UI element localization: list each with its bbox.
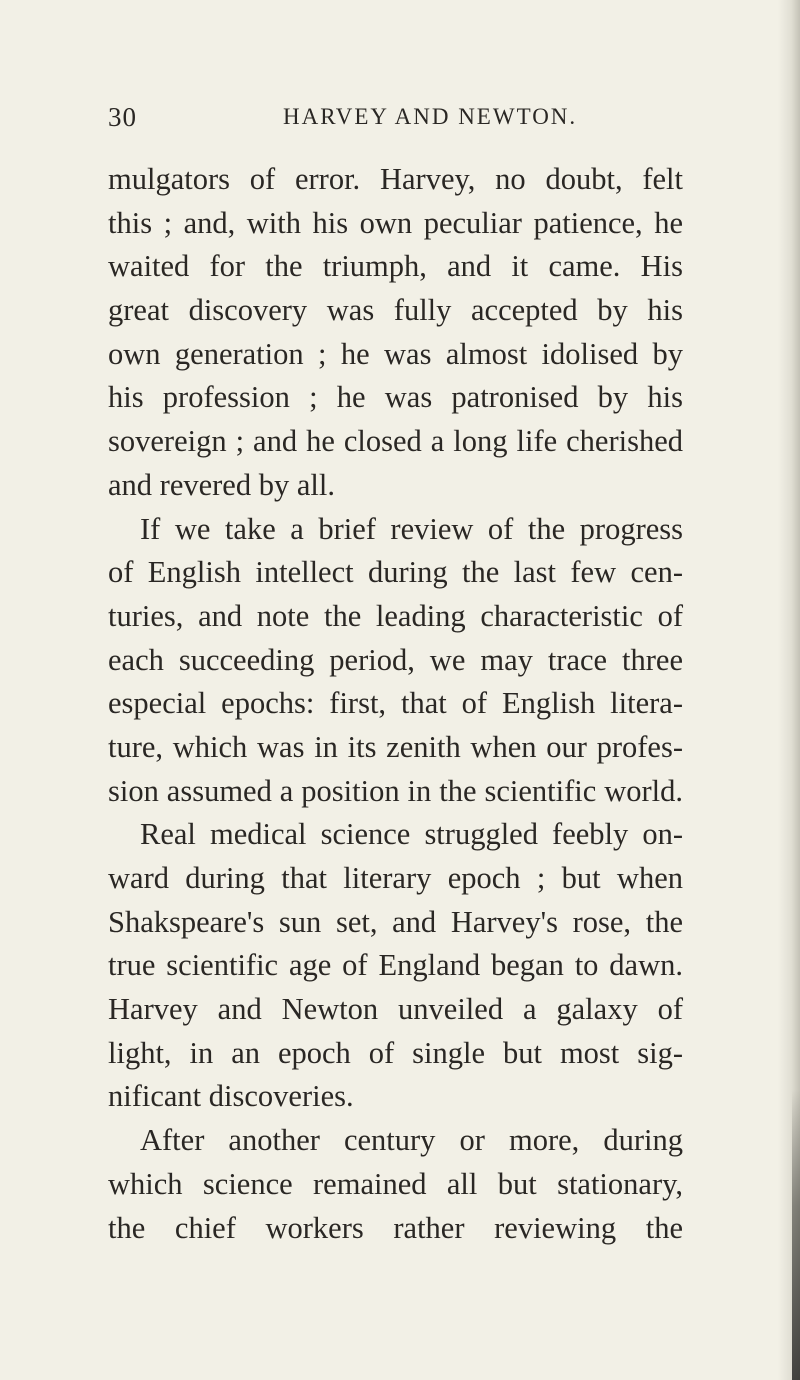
page-number: 30 xyxy=(108,102,137,132)
running-head: HARVEY AND NEWTON. xyxy=(283,104,578,129)
text-line: of English intellect during the last few cen- xyxy=(108,555,683,590)
text-line: especial epochs: first, that of English litera- xyxy=(108,686,683,721)
text-line: Shakspeare's sun set, and Harvey's rose, the xyxy=(108,904,683,939)
text-line: mulgators of error. Harvey, no doubt, felt xyxy=(108,162,683,196)
text-line: waited for the triumph, and it came. His xyxy=(108,249,683,284)
text-line: the chief workers rather reviewing the xyxy=(108,1210,683,1245)
text-line: After another century or more, during xyxy=(140,1123,683,1158)
text-line: ture, which was in its zenith when our profes- xyxy=(108,729,683,764)
body-text xyxy=(108,158,683,1250)
text-line: ward during that literary epoch ; but when xyxy=(108,861,683,895)
page-header xyxy=(108,102,688,142)
text-line: sion assumed a position in the scientific world. xyxy=(108,773,683,808)
text-line: Real medical science struggled feebly on- xyxy=(140,817,683,852)
text-line: nificant discoveries. xyxy=(108,1079,354,1114)
text-line: true scientific age of England began to dawn. xyxy=(108,948,683,983)
text-line: this ; and, with his own peculiar patience, he xyxy=(108,205,683,240)
text-line: If we take a brief review of the progress xyxy=(140,511,683,546)
text-line: which science remained all but stationary, xyxy=(108,1166,683,1201)
text-line: great discovery was fully accepted by his xyxy=(108,293,683,328)
text-line: light, in an epoch of single but most sig- xyxy=(108,1035,683,1070)
text-line: sovereign ; and he closed a long life cherished xyxy=(108,424,683,459)
text-line: his profession ; he was patronised by his xyxy=(108,380,683,415)
text-line: Harvey and Newton unveiled a galaxy of xyxy=(108,992,683,1027)
page-edge-dark xyxy=(792,1090,800,1380)
text-line: each succeeding period, we may trace three xyxy=(108,642,683,677)
text-line: and revered by all. xyxy=(108,467,335,502)
text-line: own generation ; he was almost idolised by xyxy=(108,336,683,371)
text-line: turies, and note the leading characteristic of xyxy=(108,598,683,633)
